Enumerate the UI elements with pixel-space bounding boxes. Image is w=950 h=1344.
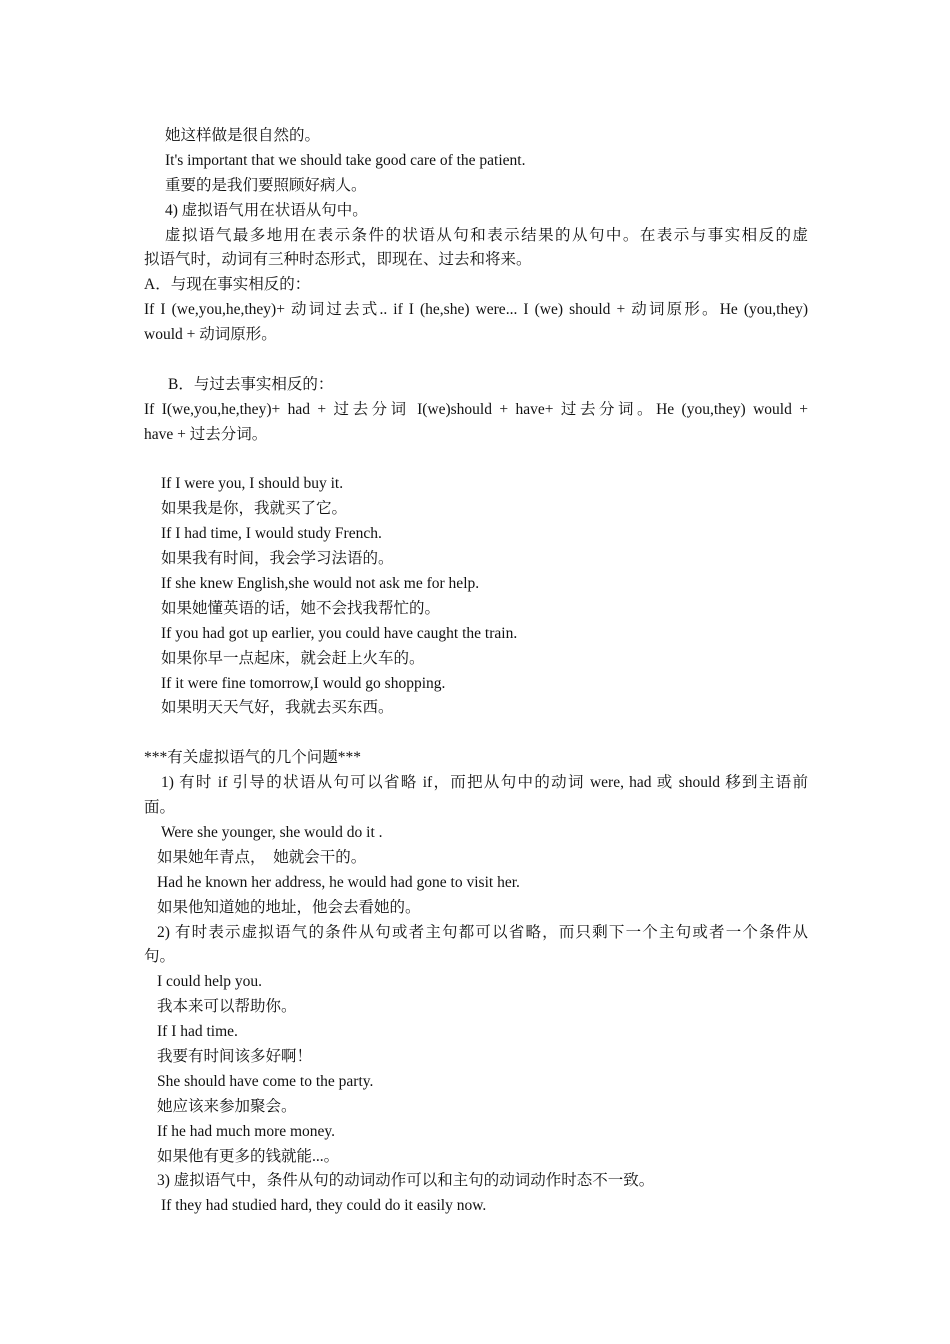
text-line: If they had studied hard, they could do it easily now. (161, 1197, 487, 1215)
text-line: 3) 虚拟语气中，条件从句的动词动作可以和主句的动词动作时态不一致。 (157, 1172, 655, 1190)
text-line: 如果明天天气好，我就去买东西。 (161, 699, 394, 717)
text-line: It's important that we should take good care of the patient. (165, 151, 526, 169)
text-line: would + 动词原形。 (144, 326, 277, 344)
text-line: If I (we,you,he,they)+ 动词过去式.. if I (he,she) were... I (we) should + 动词原形。He (you,they) (144, 301, 808, 319)
text-line: ***有关虚拟语气的几个问题*** (144, 749, 362, 767)
text-line: 拟语气时，动词有三种时态形式，即现在、过去和将来。 (144, 251, 532, 269)
text-line: 她应该来参加聚会。 (157, 1097, 297, 1115)
blank-line (144, 348, 808, 373)
text-line: have + 过去分词。 (144, 425, 268, 443)
text-line: 如果你早一点起床，就会赶上火车的。 (161, 649, 425, 667)
text-line: Were she younger, she would do it . (161, 823, 383, 841)
text-line: If I were you, I should buy it. (161, 475, 344, 493)
blank-line (144, 448, 808, 473)
text-line: I could help you. (157, 973, 263, 991)
document-body (144, 124, 808, 1219)
text-line: 2) 有时表示虚拟语气的条件从句或者主句都可以省略，而只剩下一个主句或者一个条件从 (157, 923, 808, 941)
blank-line (144, 721, 808, 746)
text-line: 句。 (144, 948, 176, 966)
text-line: 面。 (144, 799, 176, 817)
text-line: If I had time, I would study French. (161, 525, 382, 543)
text-line: If you had got up earlier, you could have caught the train. (161, 624, 518, 642)
text-line: 我本来可以帮助你。 (157, 998, 297, 1016)
text-line: 她这样做是很自然的。 (165, 127, 321, 144)
text-line: 如果我是你，我就买了它。 (161, 500, 348, 518)
text-line: 重要的是我们要照顾好病人。 (165, 176, 367, 194)
text-line: 如果我有时间，我会学习法语的。 (161, 550, 394, 568)
text-line: If he had much more money. (157, 1122, 336, 1140)
text-line: If I(we,you,he,they)+ had + 过去分词 I(we)should + have+ 过去分词。He (you,they) would + (144, 400, 808, 418)
text-line: 如果她年青点， 她就会干的。 (157, 848, 367, 866)
text-line: 如果他知道她的地址，他会去看她的。 (157, 898, 421, 916)
text-line: 4) 虚拟语气用在状语从句中。 (165, 201, 368, 219)
text-line: A．与现在事实相反的： (144, 276, 311, 294)
text-line: If it were fine tomorrow,I would go shopping. (161, 674, 446, 692)
text-line: B．与过去事实相反的： (168, 375, 334, 393)
text-line: She should have come to the party. (157, 1072, 374, 1090)
text-line: 1) 有时 if 引导的状语从句可以省略 if，而把从句中的动词 were, had 或 should 移到主语前 (161, 774, 808, 792)
text-line: 我要有时间该多好啊！ (157, 1047, 313, 1065)
text-line: If she knew English,she would not ask me for help. (161, 575, 480, 593)
text-line: Had he known her address, he would had gone to visit her. (157, 873, 520, 891)
text-line: 如果她懂英语的话，她不会找我帮忙的。 (161, 599, 441, 617)
text-line: 虚拟语气最多地用在表示条件的状语从句和表示结果的从句中。在表示与事实相反的虚 (165, 226, 808, 244)
text-line: If I had time. (157, 1023, 238, 1041)
text-line: 如果他有更多的钱就能...。 (157, 1147, 340, 1165)
